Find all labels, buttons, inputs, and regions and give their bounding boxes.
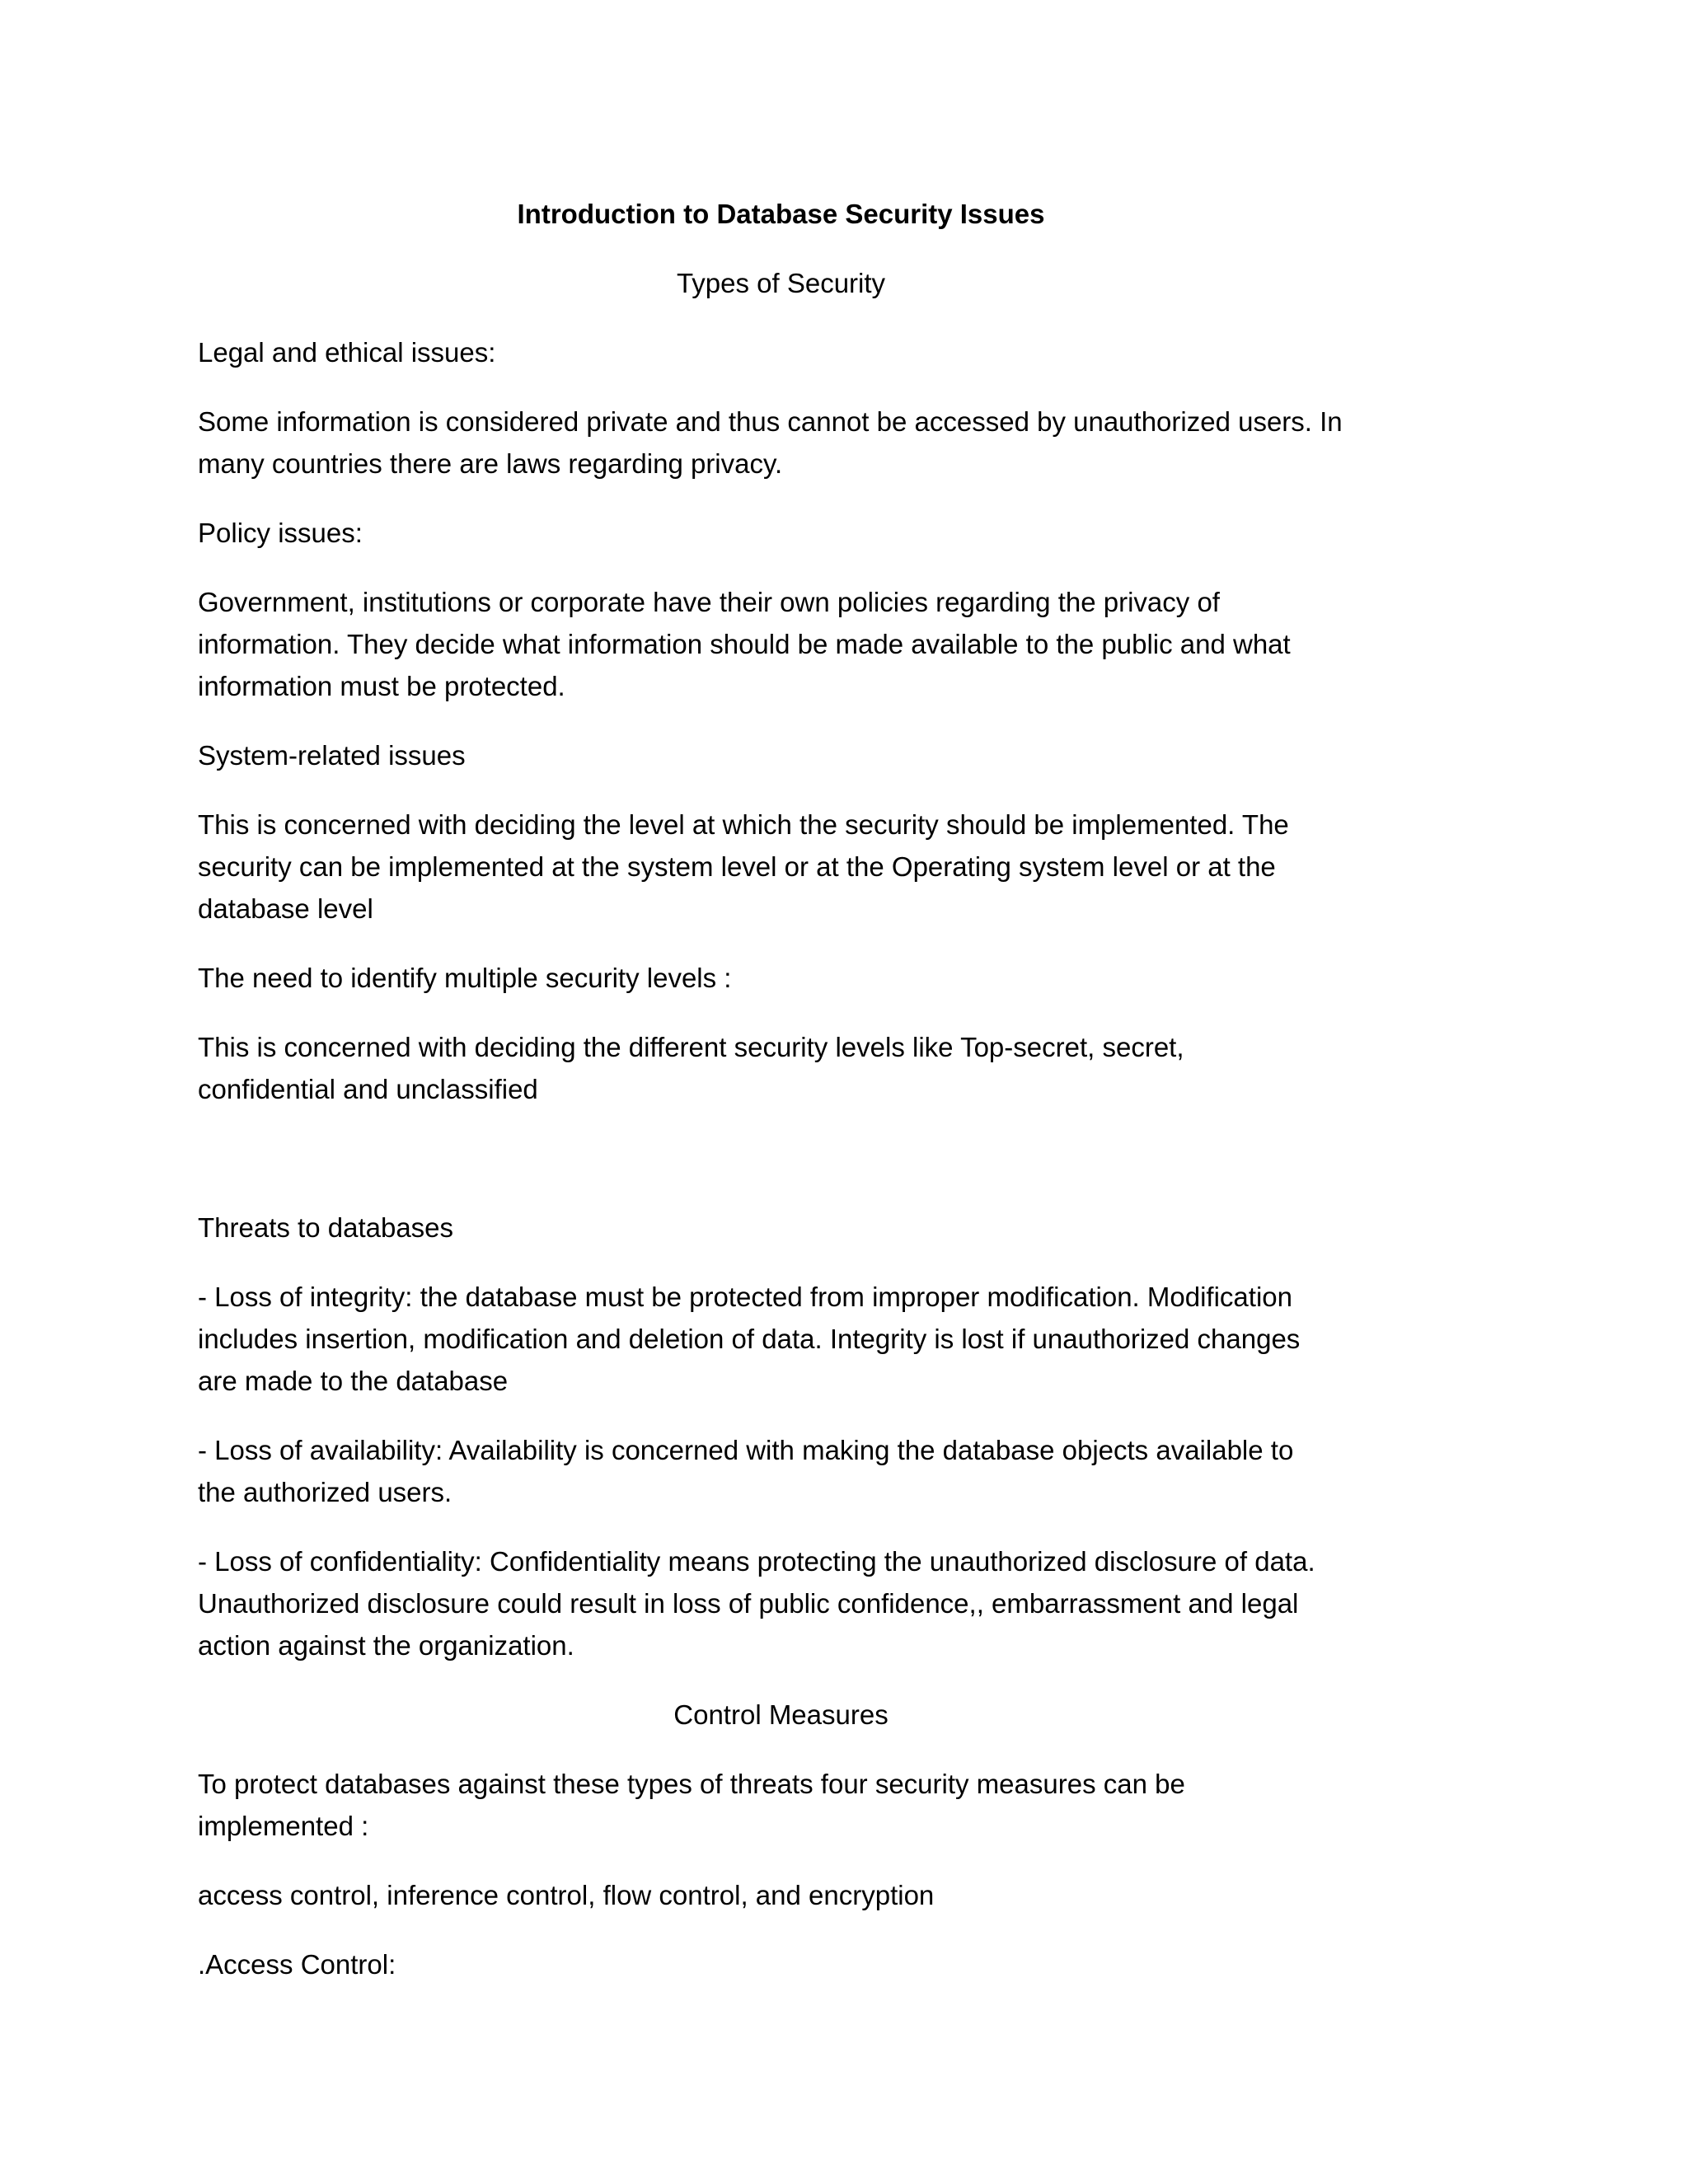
paragraph-system-line: database level [198,893,373,924]
document-title: Introduction to Database Security Issues [517,199,1045,229]
paragraph-control-intro-line: To protect databases against these types of threats four security measures can be [198,1769,1185,1799]
paragraph-system-line: security can be implemented at the system level or at the Operating system level or at the [198,851,1276,882]
paragraph-confidentiality-line: action against the organization. [198,1630,574,1661]
paragraph-policy-line: Government, institutions or corporate have their own policies regarding the privacy of [198,587,1220,617]
paragraph-integrity-line: includes insertion, modification and deletion of data. Integrity is lost if unauthorized changes [198,1324,1301,1354]
paragraph-legal-line: Some information is considered private and thus cannot be accessed by unauthorized users. In [198,406,1343,437]
paragraph-integrity-line: - Loss of integrity: the database must be protected from improper modification. Modification [198,1282,1292,1312]
heading-security-levels: The need to identify multiple security levels : [198,963,732,993]
paragraph-policy-line: information must be protected. [198,671,565,701]
paragraph-control-intro-line: implemented : [198,1811,369,1841]
paragraph-levels-line: confidential and unclassified [198,1074,538,1104]
paragraph-levels-line: This is concerned with deciding the different security levels like Top-secret, secret, [198,1032,1184,1062]
paragraph-policy-line: information. They decide what information should be made available to the public and what [198,629,1291,659]
paragraph-confidentiality-line: - Loss of confidentiality: Confidentiality means protecting the unauthorized disclosure of data. [198,1546,1315,1577]
paragraph-availability-line: - Loss of availability: Availability is concerned with making the database objects available to [198,1435,1294,1465]
paragraph-integrity-line: are made to the database [198,1366,509,1396]
paragraph-control-list: access control, inference control, flow control, and encryption [198,1880,935,1910]
paragraph-availability-line: the authorized users. [198,1477,452,1507]
heading-legal-ethical: Legal and ethical issues: [198,337,496,368]
heading-access-control: .Access Control: [198,1949,396,1980]
heading-control-measures: Control Measures [673,1699,889,1730]
paragraph-system-line: This is concerned with deciding the level at which the security should be implemented. The [198,809,1289,840]
heading-system-related: System-related issues [198,740,466,771]
heading-threats: Threats to databases [198,1212,454,1243]
heading-policy: Policy issues: [198,518,363,548]
subtitle-types-of-security: Types of Security [676,268,886,298]
paragraph-confidentiality-line: Unauthorized disclosure could result in loss of public confidence,, embarrassment and legal [198,1588,1299,1619]
paragraph-legal-line: many countries there are laws regarding privacy. [198,448,783,479]
